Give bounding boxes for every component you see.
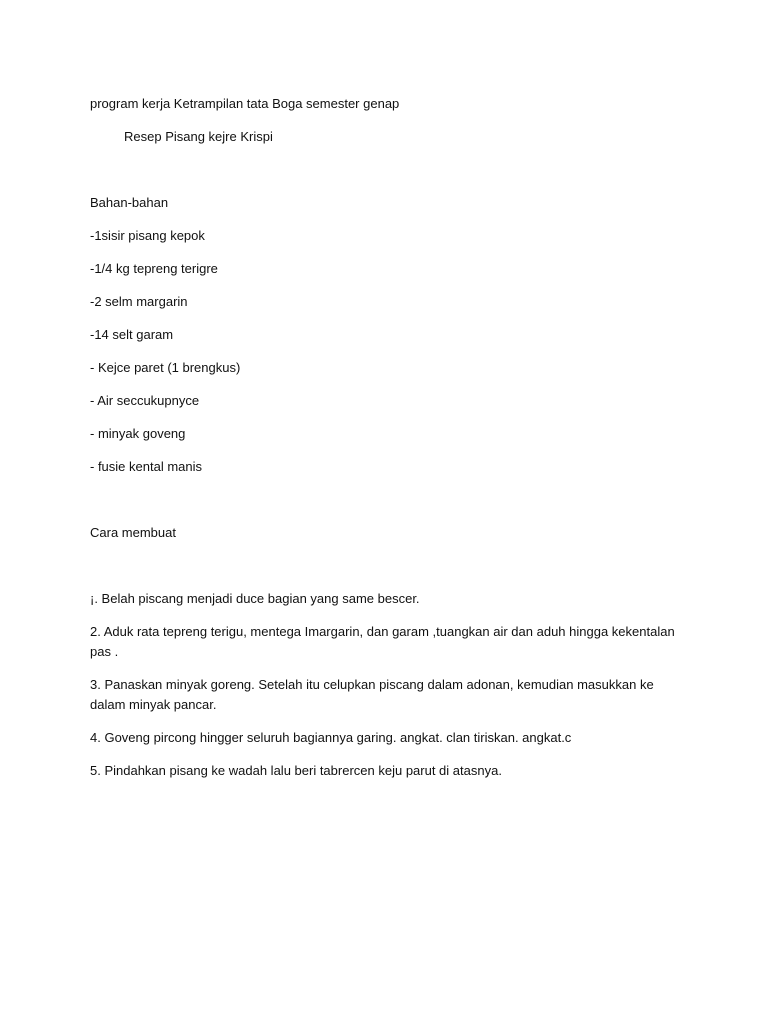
method-step: ¡. Belah piscang menjadi duce bagian yang same bescer. bbox=[90, 591, 420, 606]
document-header: program kerja Ketrampilan tata Boga semester genap bbox=[90, 96, 400, 111]
ingredient-item: -14 selt garam bbox=[90, 327, 174, 342]
method-step: 2. Aduk rata tepreng terigu, mentega Imargarin, dan garam ,tuangkan air dan aduh hingga kekentalan pas . bbox=[90, 624, 675, 659]
ingredients-list bbox=[90, 226, 680, 477]
ingredient-item: - Air seccukupnyce bbox=[90, 393, 200, 408]
document-body bbox=[90, 94, 680, 781]
method-heading: Cara membuat bbox=[90, 525, 176, 540]
ingredient-item: -2 selm margarin bbox=[90, 294, 188, 309]
ingredient-item: -1/4 kg tepreng terigre bbox=[90, 261, 218, 276]
ingredient-item: - Kejce paret (1 brengkus) bbox=[90, 360, 241, 375]
recipe-title: Resep Pisang kejre Krispi bbox=[124, 129, 273, 144]
method-step: 5. Pindahkan pisang ke wadah lalu beri tabrercen keju parut di atasnya. bbox=[90, 763, 502, 778]
method-step: 4. Goveng pircong hingger seluruh bagiannya garing. angkat. clan tiriskan. angkat.c bbox=[90, 730, 572, 745]
method-steps bbox=[90, 589, 680, 781]
ingredients-heading: Bahan-bahan bbox=[90, 195, 169, 210]
method-step: 3. Panaskan minyak goreng. Setelah itu celupkan piscang dalam adonan, kemudian masukkan ke dalam minyak pancar. bbox=[90, 677, 654, 712]
ingredient-item: - fusie kental manis bbox=[90, 459, 202, 474]
ingredient-item: -1sisir pisang kepok bbox=[90, 228, 205, 243]
ingredient-item: - minyak goveng bbox=[90, 426, 186, 441]
